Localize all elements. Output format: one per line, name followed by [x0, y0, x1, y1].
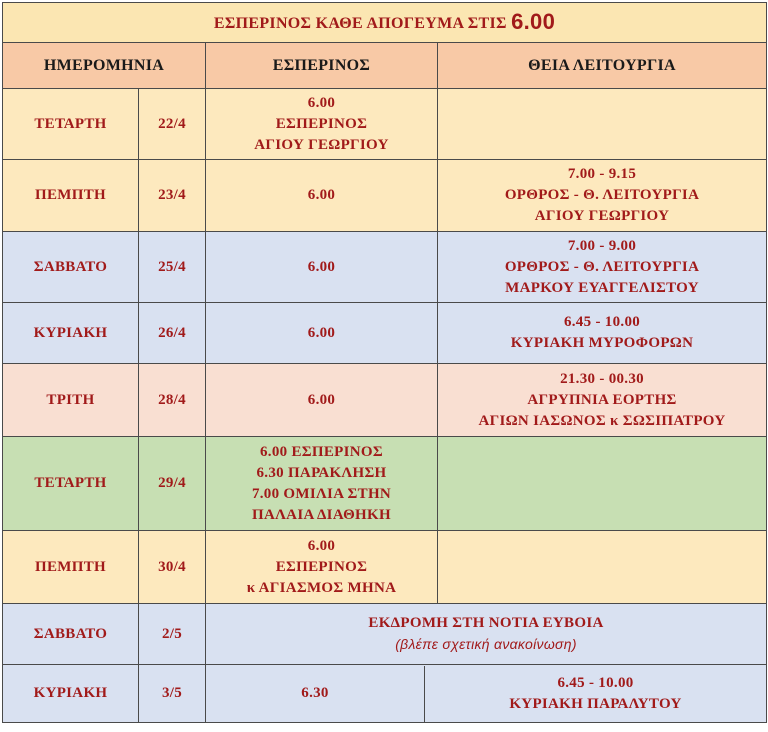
- liturgy-line: ΑΓΙΟΥ ΓΕΩΡΓΙΟΥ: [534, 208, 670, 224]
- date-cell: 3/5: [139, 665, 206, 723]
- vespers-cell: 6.30: [206, 666, 425, 722]
- liturgy-cell: [438, 364, 767, 437]
- date-cell: 28/4: [139, 364, 206, 437]
- liturgy-cell: [438, 437, 767, 531]
- header-date: ΗΜΕΡΟΜΗΝΙΑ: [3, 43, 206, 89]
- schedule-row: [3, 303, 767, 364]
- schedule-row: [3, 531, 767, 604]
- liturgy-cell: [438, 89, 767, 160]
- title-text: ΕΣΠΕΡΙΝΟΣ ΚΑΘΕ ΑΠΟΓΕΥΜΑ ΣΤΙΣ: [213, 15, 507, 32]
- schedule-row: [3, 437, 767, 531]
- schedule-title: [3, 3, 767, 43]
- event-title: ΕΚΔΡΟΜΗ ΣΤΗ ΝΟΤΙΑ ΕΥΒΟΙΑ: [368, 615, 604, 631]
- event-note: (βλέπε σχετική ανακοίνωση): [395, 636, 577, 652]
- vespers-line: 6.00 ΕΣΠΕΡΙΝΟΣ: [260, 443, 383, 460]
- liturgy-cell: [438, 160, 767, 232]
- liturgy-line: ΜΑΡΚΟΥ ΕΥΑΓΓΕΛΙΣΤΟΥ: [505, 279, 699, 296]
- split-cell: [206, 665, 767, 723]
- vespers-line: ΠΑΛΑΙΑ ΔΙΑΘΗΚΗ: [252, 506, 391, 523]
- liturgy-line: 6.45 - 10.00: [563, 314, 641, 330]
- vespers-line: 6.00: [307, 537, 336, 554]
- date-cell: 26/4: [139, 303, 206, 364]
- vespers-line: 6.00: [307, 94, 336, 111]
- day-cell: ΤΡΙΤΗ: [3, 364, 139, 437]
- day-cell: ΚΥΡΙΑΚΗ: [3, 303, 139, 364]
- schedule-row: [3, 364, 767, 437]
- liturgy-line: 6.45 - 10.00: [557, 674, 634, 691]
- schedule-table: [2, 2, 767, 723]
- vespers-cell: [206, 531, 438, 604]
- vespers-cell: 6.00: [206, 232, 438, 303]
- date-cell: 25/4: [139, 232, 206, 303]
- vespers-line: 6.30 ΠΑΡΑΚΛΗΣΗ: [256, 464, 387, 481]
- title-row: [3, 3, 767, 43]
- vespers-cell: 6.00: [206, 160, 438, 232]
- header-liturgy: ΘΕΙΑ ΛΕΙΤΟΥΡΓΙΑ: [438, 43, 767, 89]
- title-time: 6.00: [511, 9, 556, 34]
- liturgy-line: ΚΥΡΙΑΚΗ ΜΥΡΟΦΟΡΩΝ: [510, 335, 694, 351]
- vespers-cell: [206, 437, 438, 531]
- vespers-cell: 6.00: [206, 364, 438, 437]
- header-vespers: ΕΣΠΕΡΙΝΟΣ: [206, 43, 438, 89]
- header-row: [3, 43, 767, 89]
- liturgy-line: 7.00 - 9.00: [567, 237, 637, 254]
- day-cell: ΚΥΡΙΑΚΗ: [3, 665, 139, 723]
- liturgy-cell: [425, 666, 766, 722]
- vespers-line: 7.00 ΟΜΙΛΙΑ ΣΤΗΝ: [251, 485, 392, 502]
- vespers-line: ΑΓΙΟΥ ΓΕΩΡΓΙΟΥ: [254, 136, 389, 153]
- date-cell: 30/4: [139, 531, 206, 604]
- vespers-cell: 6.00: [206, 303, 438, 364]
- liturgy-line: ΟΡΘΡΟΣ - Θ. ΛΕΙΤΟΥΡΓΙΑ: [504, 258, 700, 275]
- day-cell: ΠΕΜΠΤΗ: [3, 160, 139, 232]
- liturgy-cell: [438, 531, 767, 604]
- date-cell: 23/4: [139, 160, 206, 232]
- day-cell: ΣΑΒΒΑΤΟ: [3, 604, 139, 665]
- liturgy-cell: [438, 232, 767, 303]
- schedule-row: [3, 232, 767, 303]
- day-cell: ΠΕΜΠΤΗ: [3, 531, 139, 604]
- vespers-line: ΕΣΠΕΡΙΝΟΣ: [275, 558, 368, 575]
- schedule-row: [3, 604, 767, 665]
- liturgy-line: ΑΓΡΥΠΝΙΑ ΕΟΡΤΗΣ: [527, 391, 677, 408]
- date-cell: 29/4: [139, 437, 206, 531]
- liturgy-line: ΟΡΘΡΟΣ - Θ. ΛΕΙΤΟΥΡΓΙΑ: [504, 187, 700, 203]
- liturgy-line: 21.30 - 00.30: [560, 370, 644, 387]
- day-cell: ΤΕΤΑΡΤΗ: [3, 437, 139, 531]
- liturgy-cell: [438, 303, 767, 364]
- schedule-row: [3, 89, 767, 160]
- date-cell: 2/5: [139, 604, 206, 665]
- date-cell: 22/4: [139, 89, 206, 160]
- vespers-line: ΕΣΠΕΡΙΝΟΣ: [275, 115, 368, 132]
- liturgy-line: ΑΓΙΩΝ ΙΑΣΩΝΟΣ κ ΣΩΣΙΠΑΤΡΟΥ: [478, 412, 726, 429]
- schedule-row: [3, 160, 767, 232]
- vespers-line: κ ΑΓΙΑΣΜΟΣ ΜΗΝΑ: [246, 579, 397, 596]
- vespers-cell: [206, 89, 438, 160]
- liturgy-line: ΚΥΡΙΑΚΗ ΠΑΡΑΛΥΤΟΥ: [509, 695, 682, 712]
- split-row: [206, 666, 766, 722]
- day-cell: ΣΑΒΒΑΤΟ: [3, 232, 139, 303]
- day-cell: ΤΕΤΑΡΤΗ: [3, 89, 139, 160]
- event-cell: [206, 604, 767, 665]
- liturgy-line: 7.00 - 9.15: [567, 166, 637, 182]
- schedule-row: [3, 665, 767, 723]
